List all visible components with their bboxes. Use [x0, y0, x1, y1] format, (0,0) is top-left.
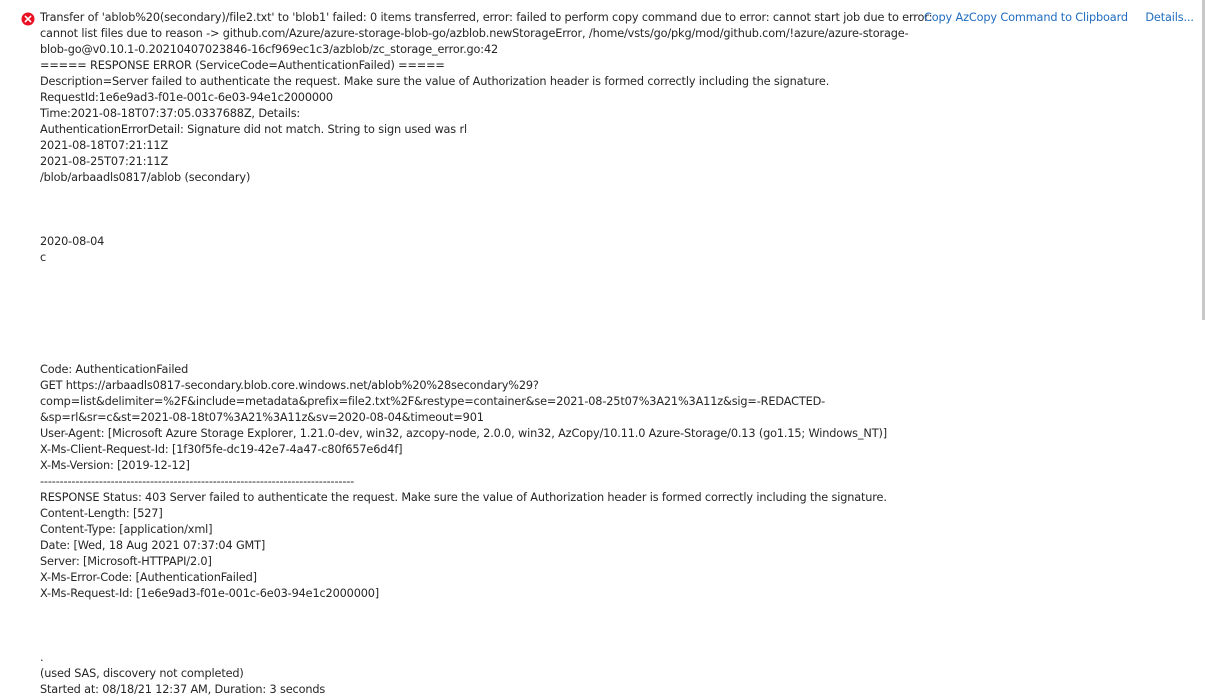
message-line: GET https://arbaadls0817-secondary.blob.core.windows.net/ablob%20%28secondary%29? [40, 379, 539, 392]
message-line [40, 298, 900, 314]
message-line: blob-go@v0.10.1-0.20210407023846-16cf969ec1c3/azblob/zc_storage_error.go:42 [40, 43, 499, 56]
message-line: Server: [Microsoft-HTTPAPI/2.0] [40, 555, 212, 568]
copy-azcopy-command-link[interactable]: Copy AzCopy Command to Clipboard [924, 11, 1128, 24]
message-line: ===== RESPONSE ERROR (ServiceCode=AuthenticationFailed) ===== [40, 59, 445, 72]
message-line: Content-Type: [application/xml] [40, 523, 213, 536]
message-line: Description=Server failed to authenticate the request. Make sure the value of Authorization header is formed correctly including the signature. [40, 75, 830, 88]
message-line: -------------------------------------------------------------------------------- [40, 475, 355, 488]
message-line: Date: [Wed, 18 Aug 2021 07:37:04 GMT] [40, 539, 266, 552]
message-line: X-Ms-Version: [2019-12-12] [40, 459, 190, 472]
message-line: X-Ms-Client-Request-Id: [1f30f5fe-dc19-42e7-4a47-c80f657e6d4f] [40, 443, 403, 456]
message-line: User-Agent: [Microsoft Azure Storage Explorer, 1.21.0-dev, win32, azcopy-node, 2.0.0, win32, AzCopy/10.11.0 Azure-Storage/0.13 (go1.15; Windows_NT)] [40, 427, 887, 440]
message-line: X-Ms-Error-Code: [AuthenticationFailed] [40, 571, 257, 584]
message-line: 2021-08-18T07:21:11Z [40, 139, 169, 152]
message-line: /blob/arbaadls0817/ablob (secondary) [40, 171, 251, 184]
error-icon [21, 11, 35, 25]
message-line: AuthenticationErrorDetail: Signature did not match. String to sign used was rl [40, 123, 467, 136]
message-line: Time:2021-08-18T07:37:05.0337688Z, Details: [40, 107, 301, 120]
message-line: (used SAS, discovery not completed) [40, 667, 244, 680]
error-message [40, 10, 933, 698]
message-line: Content-Length: [527] [40, 507, 163, 520]
message-line: RequestId:1e6e9ad3-f01e-001c-6e03-94e1c2000000 [40, 91, 333, 104]
message-line: 2020-08-04 [40, 235, 105, 248]
message-line: cannot list files due to reason -> github.com/Azure/azure-storage-blob-go/azblob.newStorageError, /home/vsts/go/pkg/mod/github.com/!azure/azure-storage- [40, 27, 909, 40]
message-line: RESPONSE Status: 403 Server failed to authenticate the request. Make sure the value of Authorization header is formed correctly including the signature. [40, 491, 887, 504]
message-line [40, 602, 900, 618]
message-line [40, 186, 900, 202]
message-line [40, 202, 900, 218]
message-line [40, 618, 900, 634]
message-line: Started at: 08/18/21 12:37 AM, Duration: 3 seconds [40, 683, 326, 696]
message-line: &sp=rl&sr=c&st=2021-08-18t07%3A21%3A11z&sv=2020-08-04&timeout=901 [40, 411, 484, 424]
message-line: c [40, 251, 47, 264]
message-line: comp=list&delimiter=%2F&include=metadata&prefix=file2.txt%2F&restype=container&se=2021-08-25t07%3A21%3A11z&sig=-REDACTED- [40, 395, 826, 408]
message-line: Transfer of 'ablob%20(secondary)/file2.txt' to 'blob1' failed: 0 items transferred, error: failed to perform copy command due to error: cannot start job due to error: [40, 11, 933, 24]
message-line [40, 266, 900, 282]
message-line [40, 346, 900, 362]
message-line: X-Ms-Request-Id: [1e6e9ad3-f01e-001c-6e03-94e1c2000000] [40, 587, 380, 600]
message-line [40, 282, 900, 298]
message-line [40, 314, 900, 330]
message-line: 2021-08-25T07:21:11Z [40, 155, 169, 168]
message-line [40, 218, 900, 234]
notification-actions [924, 10, 1194, 26]
details-link[interactable]: Details... [1145, 11, 1194, 24]
message-line [40, 330, 900, 346]
message-line: Code: AuthenticationFailed [40, 363, 189, 376]
message-line [40, 634, 900, 650]
message-line: . [40, 651, 44, 664]
